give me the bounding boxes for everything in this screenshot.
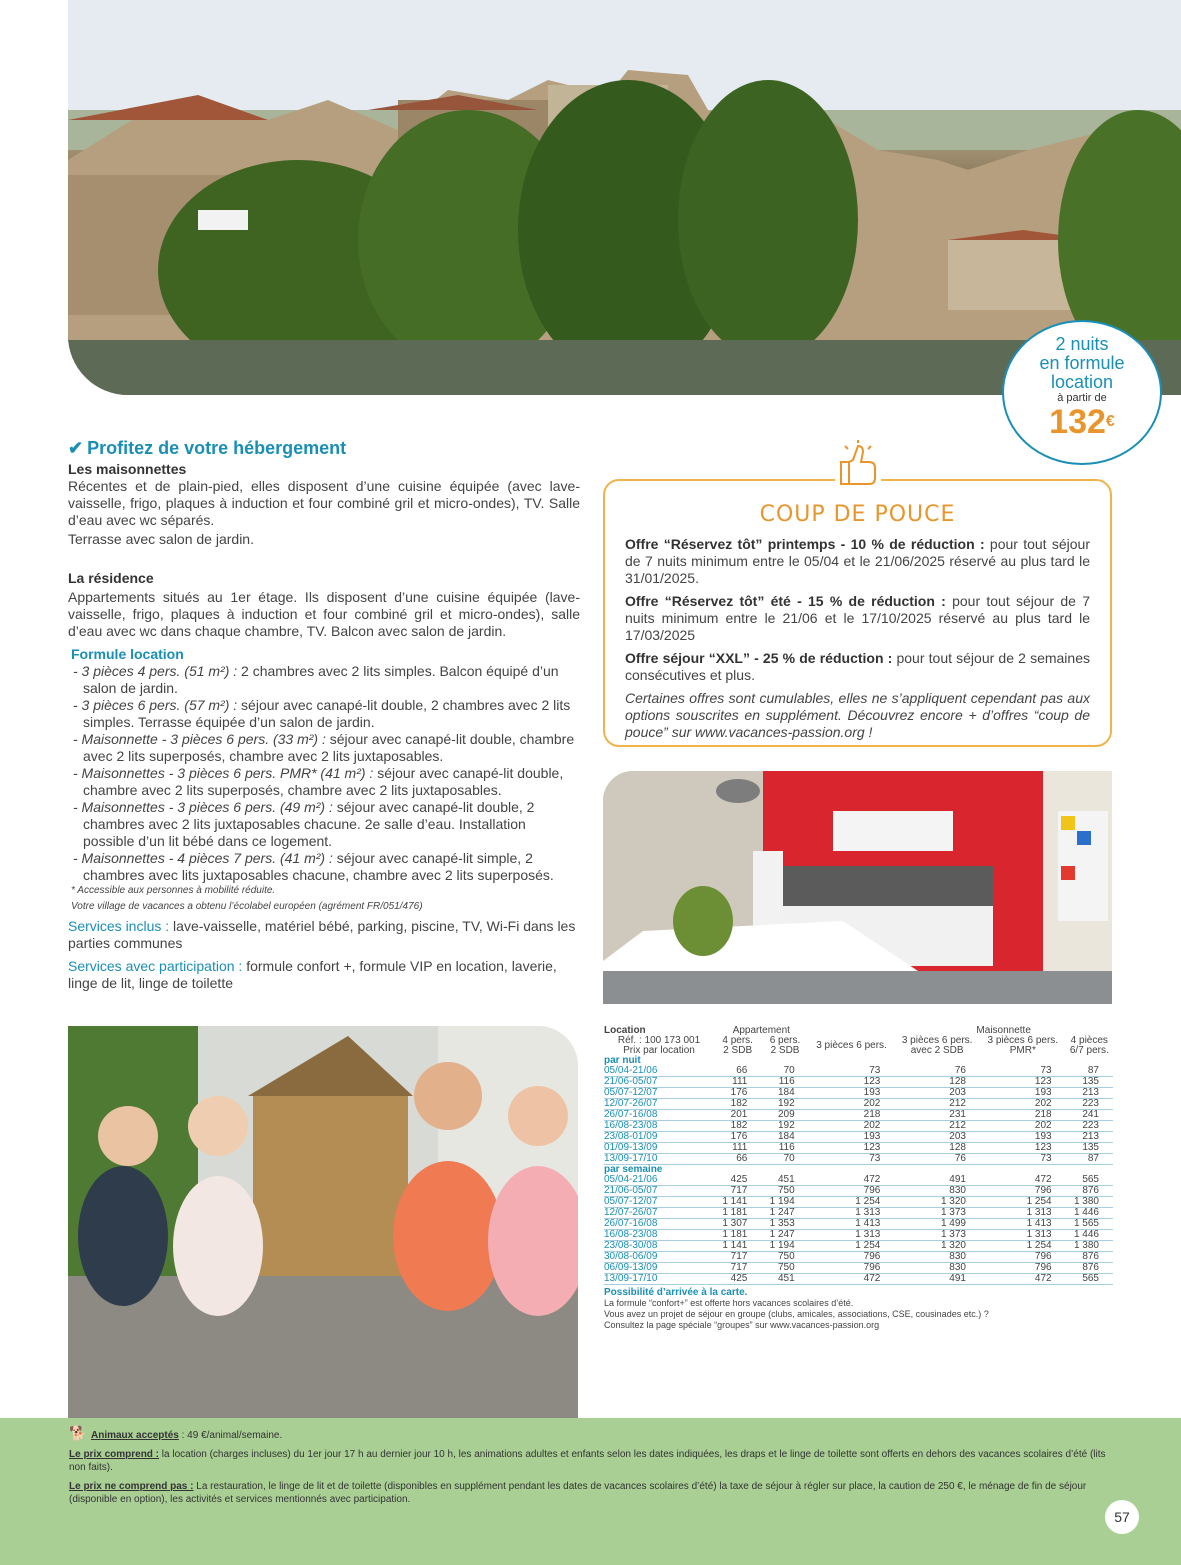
price-cell: 213	[1066, 1088, 1113, 1099]
price-cell: 451	[761, 1274, 808, 1285]
price-cell: 176	[714, 1088, 761, 1099]
residence-title: La résidence	[68, 570, 154, 586]
price-cell: 796	[980, 1263, 1066, 1274]
services-inclus: Services inclus : lave-vaisselle, matériel bébé, parking, piscine, TV, Wi-Fi dans les parties communes	[68, 918, 576, 951]
maisonnettes-text-2: Terrasse avec salon de jardin.	[68, 531, 254, 547]
price-cell: 182	[714, 1121, 761, 1132]
foot-note-3: Consultez la page spéciale “groupes” sur www.vacances-passion.org	[604, 1320, 880, 1330]
price-cell: 212	[894, 1099, 980, 1110]
price-cell: 1 320	[894, 1241, 980, 1252]
price-cell: 135	[1066, 1143, 1113, 1154]
price-cell: 213	[1066, 1132, 1113, 1143]
col-header: PMR*	[1009, 1045, 1036, 1056]
price-cell: 1 254	[980, 1241, 1066, 1252]
period-cell: 16/08-23/08	[604, 1230, 714, 1241]
price-cell: 717	[714, 1263, 761, 1274]
col-header: 3 pièces 6 pers.	[987, 1035, 1059, 1046]
coup-de-pouce-box	[603, 479, 1112, 747]
note-pmr: * Accessible aux personnes à mobilité réduite.	[71, 885, 276, 896]
badge-from-label: à partir de	[1057, 392, 1107, 404]
table-row	[604, 1066, 1113, 1077]
price-cell: 1 254	[809, 1241, 895, 1252]
price-cell: 1 565	[1066, 1219, 1113, 1230]
price-cell: 76	[894, 1066, 980, 1077]
badge-line-3: location	[1050, 372, 1114, 392]
possibilite-note: Possibilité d’arrivée à la carte.	[604, 1287, 748, 1298]
price-cell: 201	[714, 1110, 761, 1121]
price-badge	[1002, 320, 1162, 465]
col-header: 2 SDB	[770, 1045, 800, 1056]
foot-note-1: La formule “confort+” est offerte hors vacances scolaires d’été.	[604, 1298, 854, 1308]
price-cell: 116	[761, 1077, 808, 1088]
price-cell: 193	[980, 1088, 1066, 1099]
table-row	[604, 1252, 1113, 1263]
table-row	[604, 1154, 1113, 1165]
kids-photo	[68, 1026, 578, 1424]
col-header: 4 pers.	[722, 1035, 753, 1046]
offers-note: Certaines offres sont cumulables, elles ne s’appliquent cependant pas aux options souscrites en supplément. Découvrez encore + d’offres “coup de pouce” sur www.vacances-passion.org !	[625, 690, 1090, 740]
table-subhead: par semaine	[604, 1164, 663, 1175]
checkmark-icon: ✔	[68, 438, 84, 458]
formule-title: Formule location	[71, 646, 184, 662]
price-cell: 111	[714, 1077, 761, 1088]
period-cell: 12/07-26/07	[604, 1099, 714, 1110]
period-cell: 05/07-12/07	[604, 1197, 714, 1208]
price-cell: 717	[714, 1252, 761, 1263]
price-cell: 1 194	[761, 1241, 808, 1252]
price-cell: 876	[1066, 1186, 1113, 1197]
table-row	[604, 1121, 1113, 1132]
price-cell: 876	[1066, 1252, 1113, 1263]
formule-item: - Maisonnettes - 3 pièces 6 pers. (49 m²) : séjour avec canapé-lit double, 2 chambres avec 2 lits juxtaposables chacune. 2e salle d’eau. Installation possible d’un lit bébé dans ce logement.	[73, 799, 535, 849]
price-cell: 192	[761, 1121, 808, 1132]
price-cell: 796	[809, 1186, 895, 1197]
price-cell: 1 181	[714, 1230, 761, 1241]
price-cell: 1 446	[1066, 1208, 1113, 1219]
badge-line-1: 2 nuits	[1055, 334, 1109, 354]
price-cell: 491	[894, 1274, 980, 1285]
table-row	[604, 1143, 1113, 1154]
footer-text	[69, 1427, 1109, 1506]
price-cell: 223	[1066, 1121, 1113, 1132]
formule-item: - Maisonnettes - 3 pièces 6 pers. PMR* (41 m²) : séjour avec canapé-lit double, chambre avec 2 lits superposés, chambre avec 2 lits juxtaposables.	[73, 765, 564, 798]
price-cell: 203	[894, 1132, 980, 1143]
thumbs-up-icon	[835, 440, 881, 492]
price-cell: 830	[894, 1263, 980, 1274]
period-cell: 26/07-16/08	[604, 1110, 714, 1121]
price-cell: 116	[761, 1143, 808, 1154]
price-cell: 66	[714, 1154, 761, 1165]
price-cell: 223	[1066, 1099, 1113, 1110]
price-cell: 241	[1066, 1110, 1113, 1121]
price-cell: 472	[980, 1274, 1066, 1285]
price-cell: 212	[894, 1121, 980, 1132]
price-cell: 70	[761, 1154, 808, 1165]
price-cell: 1 247	[761, 1230, 808, 1241]
table-row	[604, 1274, 1113, 1285]
price-cell: 1 254	[980, 1197, 1066, 1208]
price-cell: 70	[761, 1066, 808, 1077]
dog-icon: 🐕	[69, 1425, 87, 1441]
period-cell: 06/09-13/09	[604, 1263, 714, 1274]
price-cell: 231	[894, 1110, 980, 1121]
offer-item: Offre “Réservez tôt” été - 15 % de réduction : pour tout séjour de 7 nuits minimum entre le 21/06 et le 17/10/2025 réservé au plus tard le 17/03/2025	[625, 593, 1090, 643]
group-maisonnette: Maisonnette	[976, 1025, 1031, 1036]
period-cell: 21/06-05/07	[604, 1186, 714, 1197]
period-cell: 21/06-05/07	[604, 1077, 714, 1088]
price-cell: 202	[809, 1121, 895, 1132]
price-cell: 1 247	[761, 1208, 808, 1219]
price-cell: 1 446	[1066, 1230, 1113, 1241]
formule-item: - Maisonnette - 3 pièces 6 pers. (33 m²) : séjour avec canapé-lit double, chambre avec 2 lits superposés, chambre avec 2 lits juxtaposables.	[73, 731, 575, 764]
price-cell: 66	[714, 1066, 761, 1077]
price-cell: 472	[809, 1274, 895, 1285]
col-header: avec 2 SDB	[910, 1045, 964, 1056]
table-subhead: par nuit	[604, 1055, 641, 1066]
price-cell: 1 380	[1066, 1241, 1113, 1252]
table-title: Location	[604, 1025, 646, 1036]
price-cell: 123	[980, 1077, 1066, 1088]
price-cell: 491	[894, 1175, 980, 1186]
price-cell: 451	[761, 1175, 808, 1186]
offers-list	[625, 536, 1090, 684]
col-header: 3 pièces 6 pers.	[901, 1035, 973, 1046]
price-cell: 193	[980, 1132, 1066, 1143]
period-cell: 05/07-12/07	[604, 1088, 714, 1099]
period-cell: 23/08-30/08	[604, 1241, 714, 1252]
price-cell: 73	[980, 1154, 1066, 1165]
price-table	[604, 1026, 1113, 1285]
kitchen-photo	[603, 771, 1112, 1004]
animaux-line: 🐕 Animaux acceptés : 49 €/animal/semaine.	[69, 1425, 283, 1441]
price-cell: 1 313	[980, 1230, 1066, 1241]
price-cell: 1 380	[1066, 1197, 1113, 1208]
price-cell: 876	[1066, 1263, 1113, 1274]
price-cell: 1 313	[809, 1208, 895, 1219]
prix-par-label: Prix par location	[623, 1045, 695, 1056]
price-cell: 565	[1066, 1274, 1113, 1285]
table-row	[604, 1077, 1113, 1088]
ref-label: Réf. : 100 173 001	[617, 1035, 701, 1046]
offer-item: Offre “Réservez tôt” printemps - 10 % de réduction : pour tout séjour de 7 nuits minimum entre le 05/04 et le 21/06/2025 réservé au plus tard le 31/01/2025.	[625, 536, 1090, 586]
period-cell: 12/07-26/07	[604, 1208, 714, 1219]
price-cell: 209	[761, 1110, 808, 1121]
price-cell: 1 181	[714, 1208, 761, 1219]
table-row	[604, 1099, 1113, 1110]
prix-ne-comprend: Le prix ne comprend pas : La restauration, le linge de lit et de toilette (disponibles en supplément pendant les dates de vacances scolaires d’été) la taxe de séjour à régler sur place, la caution de 250 €, le ménage de fin de séjour (disponible en option), les activités et services mentionnés avec participation.	[69, 1481, 1087, 1505]
price-cell: 830	[894, 1252, 980, 1263]
price-cell: 87	[1066, 1066, 1113, 1077]
price-cell: 202	[980, 1099, 1066, 1110]
price-cell: 87	[1066, 1154, 1113, 1165]
price-cell: 565	[1066, 1175, 1113, 1186]
price-cell: 1 313	[980, 1208, 1066, 1219]
price-cell: 796	[809, 1252, 895, 1263]
price-cell: 76	[894, 1154, 980, 1165]
period-cell: 05/04-21/06	[604, 1175, 714, 1186]
residence-text: Appartements situés au 1er étage. Ils disposent d’une cuisine équipée (lave-vaisselle, frigo, plaques à induction et four combiné gril et micro-ondes), salle d’eau avec wc dans chaque chambre, TV. Balcon avec salon de jardin.	[68, 589, 580, 639]
period-cell: 13/09-17/10	[604, 1274, 714, 1285]
prix-comprend: Le prix comprend : la location (charges incluses) du 1er jour 17 h au dernier jour 10 h, les animations adultes et enfants selon les dates indiquées, les draps et le linge de toilette sont offerts en dehors des vacances scolaires d’été (lits non faits).	[69, 1449, 1106, 1473]
badge-price: 132€	[1049, 403, 1115, 441]
price-cell: 135	[1066, 1077, 1113, 1088]
price-cell: 1 413	[980, 1219, 1066, 1230]
period-cell: 05/04-21/06	[604, 1066, 714, 1077]
price-cell: 472	[980, 1175, 1066, 1186]
price-cell: 123	[809, 1077, 895, 1088]
table-footnotes	[604, 1287, 1113, 1331]
table-row	[604, 1175, 1113, 1186]
price-cell: 73	[809, 1154, 895, 1165]
table-row	[604, 1219, 1113, 1230]
price-cell: 1 413	[809, 1219, 895, 1230]
price-cell: 1 353	[761, 1219, 808, 1230]
services-participation: Services avec participation : formule confort +, formule VIP en location, laverie, linge de lit, linge de toilette	[68, 958, 557, 991]
price-cell: 218	[980, 1110, 1066, 1121]
price-cell: 203	[894, 1088, 980, 1099]
hebergement-section	[68, 440, 580, 992]
price-cell: 1 313	[809, 1230, 895, 1241]
price-cell: 1 307	[714, 1219, 761, 1230]
period-cell: 26/07-16/08	[604, 1219, 714, 1230]
price-cell: 750	[761, 1263, 808, 1274]
price-table-section	[604, 1026, 1113, 1331]
offer-item: Offre séjour “XXL” - 25 % de réduction : pour tout séjour de 2 semaines consécutives et plus.	[625, 650, 1090, 683]
foot-note-2: Vous avez un projet de séjour en groupe (clubs, amicales, associations, CSE, cousinades etc.) ?	[604, 1309, 989, 1319]
price-cell: 73	[980, 1066, 1066, 1077]
price-cell: 202	[809, 1099, 895, 1110]
price-cell: 176	[714, 1132, 761, 1143]
price-cell: 1 194	[761, 1197, 808, 1208]
table-row	[604, 1088, 1113, 1099]
formule-item: - 3 pièces 4 pers. (51 m²) : 2 chambres avec 2 lits simples. Balcon équipé d’un salon de jardin.	[73, 663, 559, 696]
col-header: 6 pers.	[769, 1035, 801, 1046]
group-appartement: Appartement	[732, 1025, 790, 1036]
price-cell: 1 373	[894, 1230, 980, 1241]
price-cell: 717	[714, 1186, 761, 1197]
price-cell: 750	[761, 1186, 808, 1197]
price-cell: 123	[809, 1143, 895, 1154]
price-cell: 218	[809, 1110, 895, 1121]
coup-de-pouce-title: COUP DE POUCE	[759, 502, 956, 527]
table-row	[604, 1110, 1113, 1121]
price-cell: 472	[809, 1175, 895, 1186]
price-cell: 184	[761, 1088, 808, 1099]
price-cell: 128	[894, 1077, 980, 1088]
price-cell: 830	[894, 1186, 980, 1197]
note-ecolabel: Votre village de vacances a obtenu l’écolabel européen (agrément FR/051/476)	[71, 901, 423, 912]
price-cell: 796	[809, 1263, 895, 1274]
price-cell: 202	[980, 1121, 1066, 1132]
maisonnettes-text: Récentes et de plain-pied, elles disposent d’une cuisine équipée (avec lave-vaisselle, frigo, plaques à induction et four combiné gril et micro-ondes), TV. Salle d’eau avec wc séparés.	[68, 478, 580, 528]
price-cell: 750	[761, 1252, 808, 1263]
badge-line-2: en formule	[1039, 353, 1125, 373]
price-cell: 1 499	[894, 1219, 980, 1230]
price-cell: 1 141	[714, 1197, 761, 1208]
table-row	[604, 1241, 1113, 1252]
period-cell: 16/08-23/08	[604, 1121, 714, 1132]
price-cell: 73	[809, 1066, 895, 1077]
col-header: 4 pièces	[1070, 1035, 1108, 1046]
period-cell: 01/09-13/09	[604, 1143, 714, 1154]
price-cell: 1 320	[894, 1197, 980, 1208]
price-cell: 111	[714, 1143, 761, 1154]
period-cell: 30/08-06/09	[604, 1252, 714, 1263]
price-cell: 425	[714, 1274, 761, 1285]
price-cell: 1 141	[714, 1241, 761, 1252]
section-title: ✔ Profitez de votre hébergement	[68, 438, 347, 458]
price-cell: 123	[980, 1143, 1066, 1154]
price-cell: 192	[761, 1099, 808, 1110]
price-cell: 182	[714, 1099, 761, 1110]
maisonnettes-title: Les maisonnettes	[68, 461, 187, 477]
table-row	[604, 1208, 1113, 1219]
table-row	[604, 1230, 1113, 1241]
price-cell: 796	[980, 1252, 1066, 1263]
price-cell: 425	[714, 1175, 761, 1186]
formule-item: - Maisonnettes - 4 pièces 7 pers. (41 m²) : séjour avec canapé-lit simple, 2 chambres avec lits juxtaposables chacune, chambre avec 2 lits superposés.	[73, 850, 554, 883]
price-cell: 128	[894, 1143, 980, 1154]
table-row	[604, 1186, 1113, 1197]
price-cell: 193	[809, 1132, 895, 1143]
price-cell: 1 254	[809, 1197, 895, 1208]
price-cell: 796	[980, 1186, 1066, 1197]
period-cell: 13/09-17/10	[604, 1154, 714, 1165]
table-row	[604, 1263, 1113, 1274]
formule-list	[68, 663, 580, 884]
table-row	[604, 1132, 1113, 1143]
table-row	[604, 1197, 1113, 1208]
price-cell: 1 373	[894, 1208, 980, 1219]
price-cell: 193	[809, 1088, 895, 1099]
formule-item: - 3 pièces 6 pers. (57 m²) : séjour avec canapé-lit double, 2 chambres avec 2 lits simples. Terrasse équipée d’un salon de jardin.	[73, 697, 571, 730]
price-cell: 184	[761, 1132, 808, 1143]
col-header: 3 pièces 6 pers.	[816, 1040, 887, 1051]
col-header: 6/7 pers.	[1069, 1045, 1109, 1056]
period-cell: 23/08-01/09	[604, 1132, 714, 1143]
col-header: 2 SDB	[723, 1045, 753, 1056]
page-number: 57	[1105, 1500, 1139, 1534]
